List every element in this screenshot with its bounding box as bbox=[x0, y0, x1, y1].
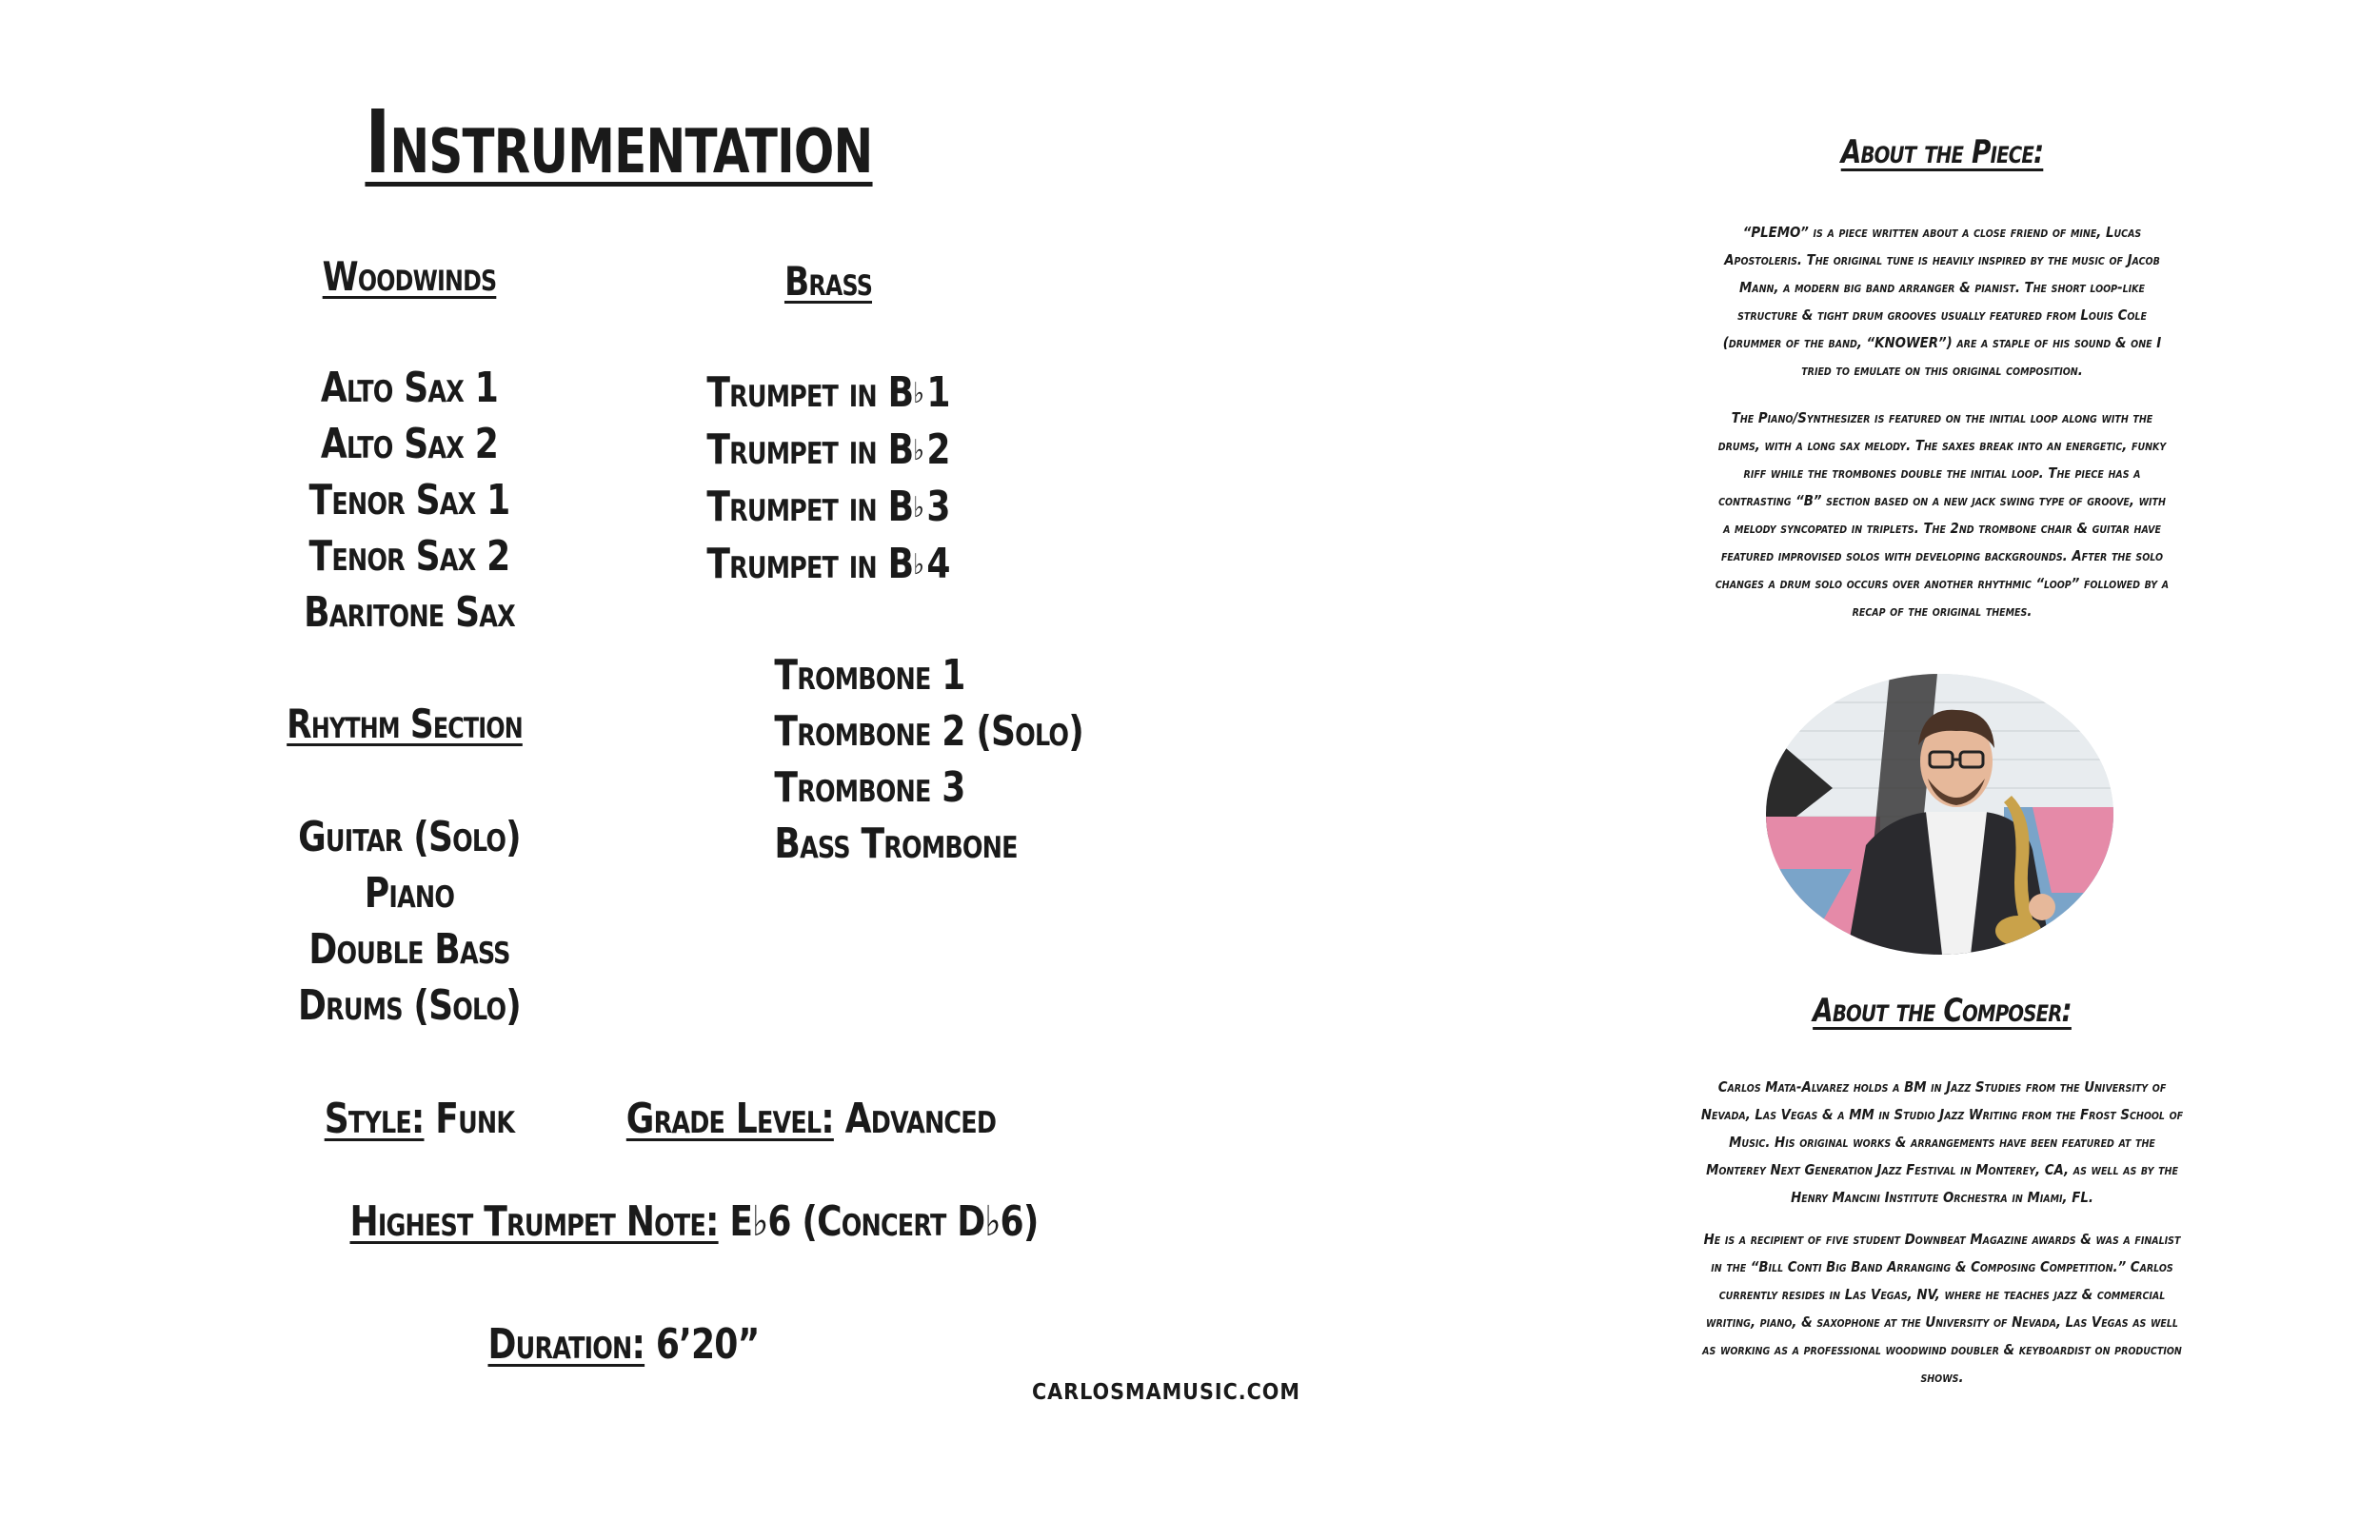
woodwinds-list bbox=[268, 360, 549, 641]
highest-note-field: Highest Trumpet Note: E♭6 (Concert D♭6) bbox=[349, 1197, 1039, 1246]
list-item: Drums (Solo) bbox=[298, 981, 521, 1030]
list-item: Bass Trombone bbox=[774, 819, 1018, 868]
trombone-list bbox=[720, 647, 1083, 872]
website-link[interactable]: CARLOSMAMUSIC.COM bbox=[1031, 1380, 1300, 1405]
page-title-text: Instrumentation bbox=[365, 91, 873, 193]
brass-heading: Brass bbox=[783, 258, 873, 305]
list-item: Tenor Sax 2 bbox=[308, 532, 510, 581]
about-piece-paragraph-2: The Piano/Synthesizer is featured on the initial loop along with the drums, with a long sax melody. The saxes break into an energetic, funky riff while the trombones double the initial loop. The piece has a contrasting “B” section based on a new jack swing type of groove, with a melody syncopated in triplets. The 2nd trombone chair & guitar have featured improvised solos with developing backgrounds. After the solo changes a drum solo occurs over another rhythmic “loop” followed by a recap of the original themes. bbox=[1715, 409, 2170, 620]
list-item: Tenor Sax 1 bbox=[308, 476, 510, 524]
list-item: Trombone 2 (Solo) bbox=[774, 707, 1083, 756]
grade-level-field: Grade Level: Advanced bbox=[625, 1095, 997, 1143]
list-item: Trombone 3 bbox=[774, 763, 965, 812]
list-item: Baritone Sax bbox=[304, 588, 515, 637]
about-composer-paragraph-1: Carlos Mata-Alvarez holds a BM in Jazz Studies from the University of Nevada, Las Vegas & a MM in Studio Jazz Writing from the Frost School of Music. His original works & arrangements have been featured at the Monterey Next Generation Jazz Festival in Monterey, CA, as well as by the Henry Mancini Institute Orchestra in Miami, FL. bbox=[1700, 1078, 2184, 1206]
about-composer-heading: About the Composer: bbox=[1813, 992, 2072, 1030]
list-item: Piano bbox=[364, 869, 455, 918]
trumpet-list bbox=[696, 365, 962, 593]
list-item: Trumpet in B♭2 bbox=[706, 425, 950, 474]
list-item: Alto Sax 1 bbox=[320, 364, 499, 412]
composer-photo bbox=[1766, 674, 2113, 955]
list-item: Trumpet in B♭1 bbox=[706, 368, 950, 417]
list-item: Trumpet in B♭3 bbox=[706, 483, 950, 531]
about-piece-paragraph-1: “PLEMO” is a piece written about a close friend of mine, Lucas Apostoleris. The original tune is heavily inspired by the music of Jacob Mann, a modern big band arranger & pianist. The short loop-like structure & tight drum grooves usually featured from Louis Cole (drummer of the band, “KNOWER”) are a staple of his sound & one I tried to emulate on this original composition. bbox=[1722, 224, 2162, 379]
list-item: Double Bass bbox=[308, 925, 510, 974]
list-item: Trombone 1 bbox=[774, 651, 965, 700]
list-item: Alto Sax 2 bbox=[320, 420, 499, 468]
style-field: Style: Funk bbox=[324, 1095, 515, 1143]
list-item: Guitar (Solo) bbox=[298, 813, 521, 861]
woodwinds-heading: Woodwinds bbox=[322, 253, 497, 300]
rhythm-list bbox=[268, 809, 549, 1034]
list-item: Trumpet in B♭4 bbox=[706, 540, 950, 588]
page-title bbox=[322, 90, 916, 195]
about-composer-paragraph-2: He is a recipient of five student Downbeat Magazine awards & was a finalist in the “Bill Conti Big Band Arranging & Composing Competition.” Carlos currently resides in Las Vegas, NV, where he teaches jazz & commercial writing, piano, & saxophone at the University of Nevada, Las Vegas as well as working as a professional woodwind doubler & keyboardist on production shows. bbox=[1702, 1231, 2182, 1386]
rhythm-heading: Rhythm Section bbox=[287, 701, 523, 747]
duration-field: Duration: 6’20” bbox=[487, 1320, 760, 1369]
about-piece-heading: About the Piece: bbox=[1840, 133, 2044, 171]
